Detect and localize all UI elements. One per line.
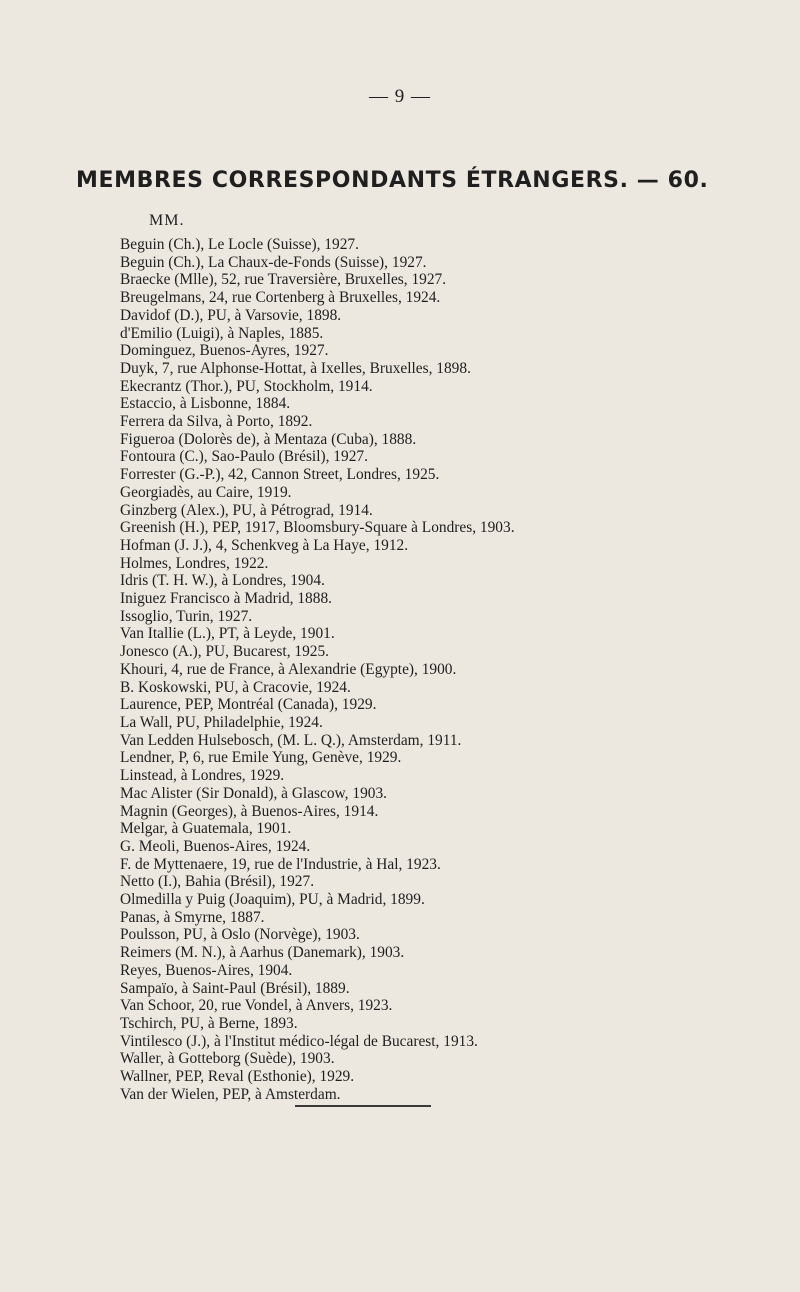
member-entry: Braecke (Mlle), 52, rue Traversière, Bruxelles, 1927. (120, 271, 447, 289)
member-entry: Figueroa (Dolorès de), à Mentaza (Cuba), 1888. (120, 430, 417, 448)
member-entry: G. Meoli, Buenos-Aires, 1924. (120, 837, 311, 855)
member-entry: Panas, à Smyrne, 1887. (120, 908, 265, 926)
member-entry: Lendner, P, 6, rue Emile Yung, Genève, 1929. (120, 749, 402, 767)
member-entry: Sampaïo, à Saint-Paul (Brésil), 1889. (120, 979, 350, 997)
member-entry: Issoglio, Turin, 1927. (120, 607, 253, 625)
member-entry: Netto (I.), Bahia (Brésil), 1927. (120, 873, 315, 891)
member-entry: Mac Alister (Sir Donald), à Glascow, 1903. (120, 784, 387, 802)
member-entry: Greenish (H.), PEP, 1917, Bloomsbury-Square à Londres, 1903. (120, 519, 515, 537)
member-entry: Davidof (D.), PU, à Varsovie, 1898. (120, 306, 342, 324)
member-entry: Holmes, Londres, 1922. (120, 554, 269, 572)
member-entry: Georgiadès, au Caire, 1919. (120, 483, 292, 501)
member-entry: La Wall, PU, Philadelphie, 1924. (120, 713, 323, 731)
member-entry: Olmedilla y Puig (Joaquim), PU, à Madrid, 1899. (120, 891, 425, 909)
end-rule (295, 1105, 431, 1107)
member-entry: Ferrera da Silva, à Porto, 1892. (120, 413, 313, 431)
member-entry: Reyes, Buenos-Aires, 1904. (120, 961, 293, 979)
page-number: — 9 — (369, 86, 431, 107)
member-entry: F. de Myttenaere, 19, rue de l'Industrie, à Hal, 1923. (120, 855, 441, 873)
member-entry: Tschirch, PU, à Berne, 1893. (120, 1014, 298, 1032)
member-entry: Melgar, à Guatemala, 1901. (120, 820, 292, 838)
member-entry: Forrester (G.-P.), 42, Cannon Street, Londres, 1925. (120, 466, 440, 484)
member-entry: Fontoura (C.), Sao-Paulo (Brésil), 1927. (120, 448, 368, 466)
member-entry: Van der Wielen, PEP, à Amsterdam. (120, 1085, 341, 1103)
member-entry: Vintilesco (J.), à l'Institut médico-légal de Bucarest, 1913. (120, 1032, 478, 1050)
member-entry: Beguin (Ch.), La Chaux-de-Fonds (Suisse), 1927. (120, 253, 427, 271)
member-entry: Van Itallie (L.), PT, à Leyde, 1901. (120, 625, 335, 643)
member-entry: Van Schoor, 20, rue Vondel, à Anvers, 1923. (120, 997, 393, 1015)
member-entry: Poulsson, PU, à Oslo (Norvège), 1903. (120, 926, 360, 944)
member-entry: Ekecrantz (Thor.), PU, Stockholm, 1914. (120, 377, 373, 395)
member-entry: Dominguez, Buenos-Ayres, 1927. (120, 342, 329, 360)
member-entry: Khouri, 4, rue de France, à Alexandrie (Egypte), 1900. (120, 660, 457, 678)
member-entry: Duyk, 7, rue Alphonse-Hottat, à Ixelles, Bruxelles, 1898. (120, 359, 471, 377)
member-entry: Wallner, PEP, Reval (Esthonie), 1929. (120, 1068, 355, 1086)
member-entry: Magnin (Georges), à Buenos-Aires, 1914. (120, 802, 379, 820)
member-entry: Linstead, à Londres, 1929. (120, 767, 285, 785)
salutation: MM. (149, 212, 185, 229)
member-entry: Hofman (J. J.), 4, Schenkveg à La Haye, 1912. (120, 536, 409, 554)
member-entry: Idris (T. H. W.), à Londres, 1904. (120, 572, 325, 590)
member-entry: Waller, à Gotteborg (Suède), 1903. (120, 1050, 335, 1068)
member-entry: Ginzberg (Alex.), PU, à Pétrograd, 1914. (120, 501, 373, 519)
member-entry: d'Emilio (Luigi), à Naples, 1885. (120, 324, 324, 342)
member-entry: Breugelmans, 24, rue Cortenberg à Bruxelles, 1924. (120, 289, 441, 307)
member-list (120, 236, 515, 1103)
member-entry: Laurence, PEP, Montréal (Canada), 1929. (120, 696, 377, 714)
member-entry: Van Ledden Hulsebosch, (M. L. Q.), Amsterdam, 1911. (120, 731, 462, 749)
member-entry: Reimers (M. N.), à Aarhus (Danemark), 1903. (120, 944, 405, 962)
section-title: MEMBRES CORRESPONDANTS ÉTRANGERS. — 60. (76, 168, 709, 193)
member-entry: Jonesco (A.), PU, Bucarest, 1925. (120, 643, 330, 661)
member-entry: Iniguez Francisco à Madrid, 1888. (120, 590, 332, 608)
member-entry: Beguin (Ch.), Le Locle (Suisse), 1927. (120, 236, 359, 253)
member-entry: Estaccio, à Lisbonne, 1884. (120, 395, 291, 413)
member-entry: B. Koskowski, PU, à Cracovie, 1924. (120, 678, 351, 696)
